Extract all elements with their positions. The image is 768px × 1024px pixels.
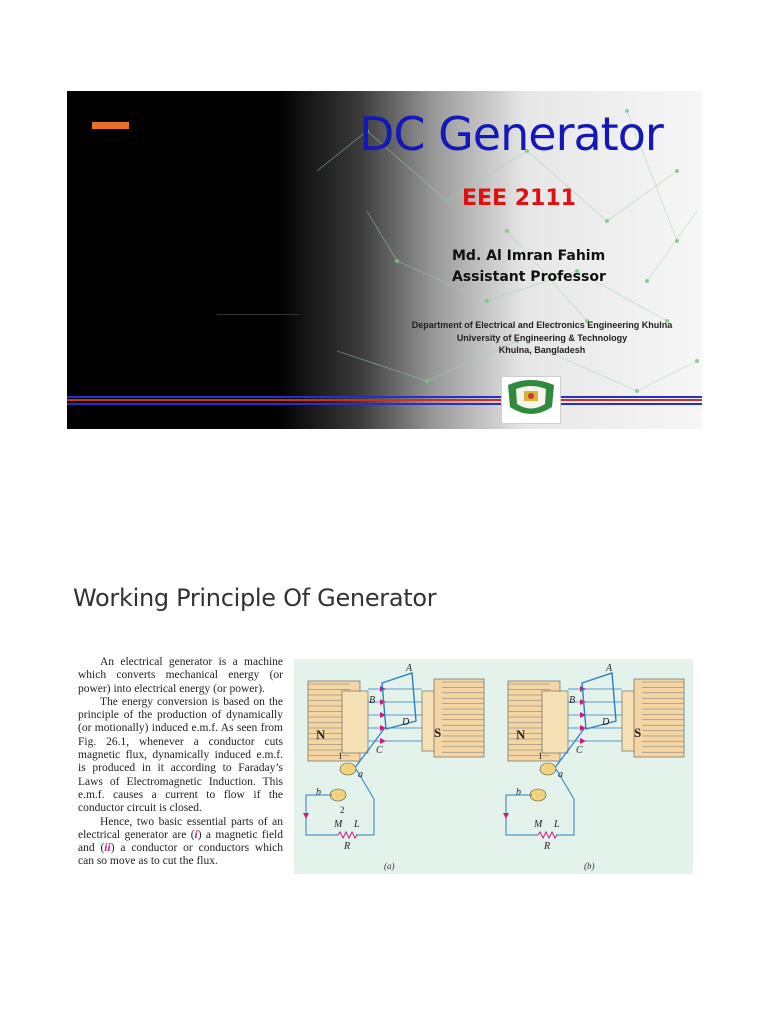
label-l: L [554,819,560,830]
north-magnet [508,681,568,761]
resistor-icon [338,832,357,838]
flux-arrow [380,738,386,744]
figure-caption: (b) [584,861,595,871]
label-b-lower: b [316,787,321,798]
rule-blue [67,403,702,405]
conductor-loop [582,673,616,729]
paragraph-text: Hence, two basic essential parts of an electrical generator are ( [78,815,283,841]
label-m: M [534,819,543,830]
department-line: Khulna, Bangladesh [498,345,586,355]
label-l: L [354,819,360,830]
north-label: N [516,727,526,742]
label-r: R [544,841,551,852]
department-line: University of Engineering & Technology [456,332,628,343]
highlight-ii: ii [104,842,111,855]
conductor-loop [382,673,416,729]
title-slide [67,91,702,429]
generator-figure [294,659,693,874]
label-b-upper: B [369,695,376,706]
slip-ring [340,763,356,775]
south-magnet [422,679,484,757]
label-two: 2 [340,805,345,815]
label-one: 1 [538,751,543,761]
author-name: Md. Al Imran Fahim [452,248,606,264]
flux-arrow [580,738,586,744]
rule-blue [67,396,702,398]
south-magnet [622,679,684,757]
label-d-upper: D [402,717,410,728]
label-c-upper: C [576,745,583,756]
label-b-upper: B [569,695,576,706]
south-label: S [634,725,642,740]
north-magnet [308,681,368,761]
resistor-icon [538,832,557,838]
university-logo [501,376,561,424]
label-d-upper: D [602,717,610,728]
paragraph: An electrical generator is a machine which converts mechanical energy (or power) into electrical energy (or power). [78,656,283,695]
highlight-i: i [194,828,198,841]
department-line: Department of Electrical and Electronics Engineering Khulna [411,320,673,330]
slip-ring [540,763,556,775]
current-arrow [303,813,309,819]
label-m: M [334,819,343,830]
accent-bar [92,122,129,129]
university-logo-icon [502,377,560,423]
label-b-lower: b [516,787,521,798]
generator-subfigure [503,663,684,871]
label-a-lower: a [558,769,563,780]
paragraph [78,816,283,869]
slip-ring [330,789,346,801]
department-block [392,319,692,357]
paragraph-text: ) a conductor or conductors which can so move as to cut the flux. [78,842,284,868]
course-code: EEE 2111 [462,186,576,211]
body-text [78,656,283,869]
label-a-upper: A [606,663,613,674]
current-arrow [503,813,509,819]
label-r: R [344,841,351,852]
label-one: 1 [338,751,343,761]
label-a-lower: a [358,769,363,780]
generator-subfigure [303,663,484,871]
label-a-upper: A [406,663,413,674]
slip-ring [530,789,546,801]
rule-red [67,399,702,401]
slide-title: DC Generator [359,107,663,161]
section-title: Working Principle Of Generator [73,584,437,612]
figure-caption: (a) [384,861,395,871]
paragraph: The energy conversion is based on the principle of the production of dynamically (or motionally) induced e.m.f. As seen from Fig. 26.1, whenever a conductor cuts magnetic flux, dynamically induced e.m.f. is produced in it according to Faraday’s Laws of Electromagnetic Induction. This e.m.f. causes a current to flow if the conductor circuit is closed. [78,695,283,815]
label-c-upper: C [376,745,383,756]
south-label: S [434,725,442,740]
paragraph-text: ) a magnetic field and ( [78,828,283,855]
divider [217,314,299,315]
north-label: N [316,727,326,742]
author-role: Assistant Professor [452,269,606,285]
generator-diagram [294,659,693,874]
